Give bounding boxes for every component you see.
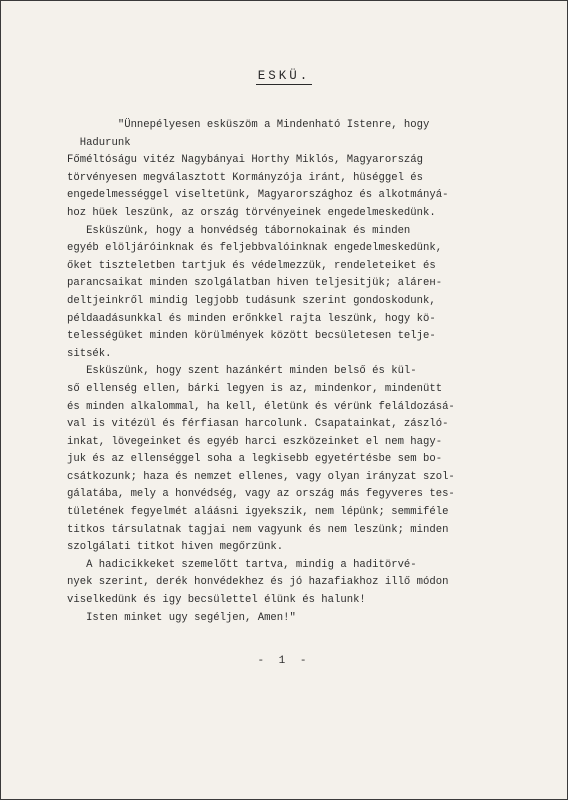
page-number: - 1 - [257,655,311,667]
document-title [1,69,567,85]
document-page [1,1,567,799]
text-line: nyek szerint, derék honvédekhez és jó hazafiakhoz illő módon [67,576,449,589]
text-line: szolgálati titkot hiven megőrzünk. [67,541,284,554]
text-line: példaadásunkkal és minden erőnkkel rajta leszünk, hogy kö- [67,312,436,325]
text-line: Hadurunk [67,136,131,149]
text-line: Esküszünk, hogy szent hazánkért minden belső és kül- [67,365,417,378]
title-text: ESKÜ. [257,69,311,83]
text-line: inkat, lövegeinket és egyéb harci eszközeinket el nem hagy- [67,435,443,448]
text-line: telességüket minden körülmények között becsületesen telje- [67,330,436,343]
text-line: törvényesen megválasztott Kormányzója iránt, hüséggel és [67,171,424,184]
text-line: A hadicikkeket szemelőtt tartva, mindig a haditörvé- [67,558,417,571]
text-line: engedelmességgel viseltetünk, Magyarországhoz és alkotmányá- [67,189,449,202]
text-line: deltjeinkről mindig legjobb tudásunk szerint gondoskodunk, [67,294,436,307]
oath-text [67,117,517,627]
text-line: sitsék. [67,347,112,360]
text-line: csátkozunk; haza és nemzet ellenes, vagy olyan irányzat szol- [67,470,455,483]
text-line: ső ellenség ellen, bárki legyen is az, mindenkor, mindenütt [67,382,443,395]
text-line: Esküszünk, hogy a honvédség tábornokainak és minden [67,224,411,237]
text-line: Isten minket ugy segéljen, Amen!" [67,611,296,624]
text-line: és minden alkalommal, ha kell, életünk és vérünk feláldozásá- [67,400,455,413]
text-line: titkos társulatnak tagjai nem vagyunk és nem leszünk; minden [67,523,449,536]
text-line: juk és az ellenséggel soha a legkisebb egyetértésbe sem bo- [67,453,443,466]
text-line: val is vitézül és férfiasan harcolunk. Csapatainkat, zászló- [67,418,449,431]
text-line: hoz hüek leszünk, az ország törvényeinek engedelmeskedünk. [67,206,436,219]
text-line: "Ünnepélyesen esküszöm a Mindenható Istenre, hogy [67,119,430,131]
text-line: parancsaikat minden szolgálatban hiven teljesitjük; alárен- [67,277,443,290]
text-line: gálatába, mely a honvédség, vagy az ország más fegyveres tes- [67,488,455,501]
text-line: Főméltóságu vitéz Nagybányai Horthy Miklós, Magyarország [67,154,424,167]
text-line: egyéb elöljáróinknak és feljebbvalóinknak engedelmeskedünk, [67,242,443,255]
text-line: őket tiszteletben tartjuk és védelmezzük, rendeleteiket és [67,259,436,272]
text-line: tületének fegyelmét aláásni igyekszik, nem lépünk; semmiféle [67,506,449,519]
text-line: viselkedünk és igy becsülettel élünk és halunk! [67,594,366,607]
